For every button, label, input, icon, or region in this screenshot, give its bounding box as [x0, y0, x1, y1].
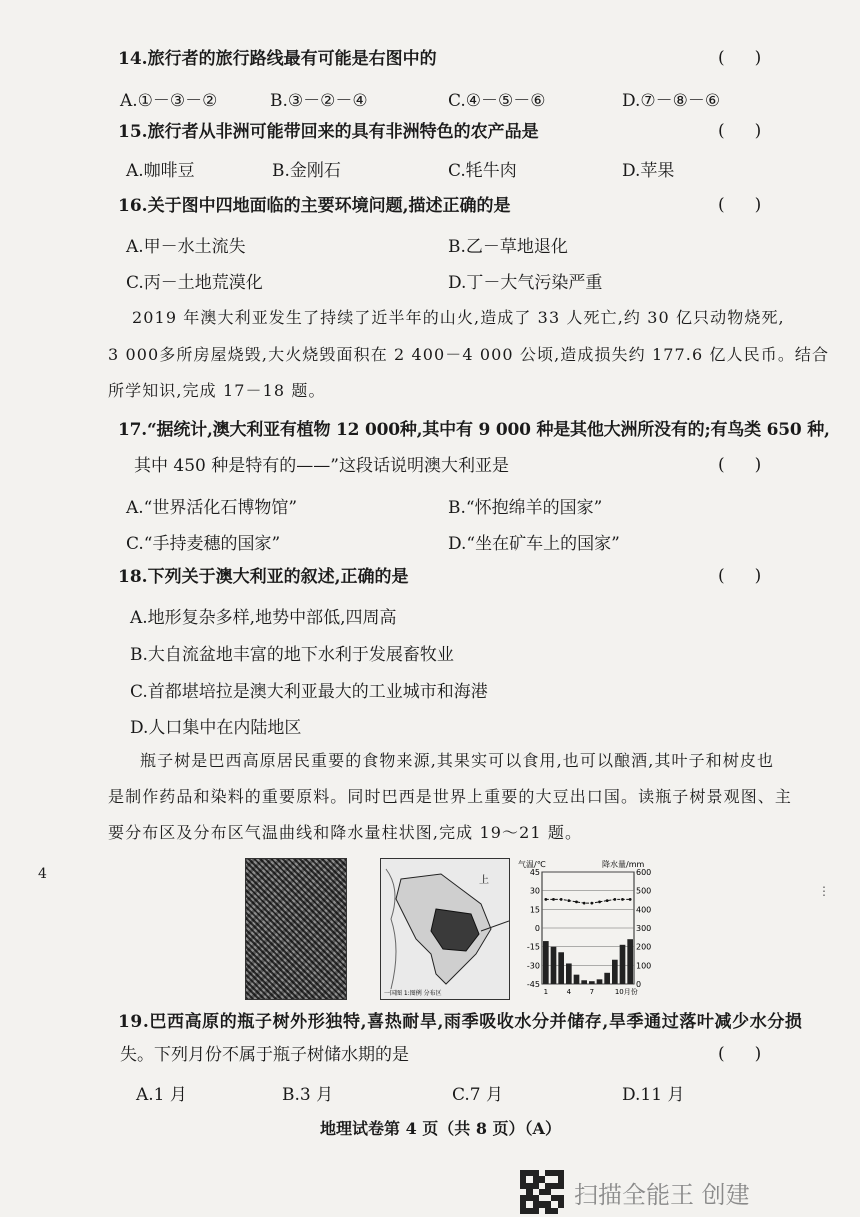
q16-option-c: C.丙－土地荒漠化: [126, 273, 263, 293]
temperature-curve: [546, 899, 630, 903]
passage1-line-2: 3 000多所房屋烧毁,大火烧毁面积在 2 400－4 000 公顷,造成损失约 177.6 亿人民币。结合: [108, 345, 830, 364]
q16-option-b: B.乙－草地退化: [448, 237, 568, 257]
precip-bar: [566, 963, 572, 984]
precip-bar: [627, 939, 633, 984]
q17-option-b: B.“怀抱绵羊的国家”: [448, 498, 603, 518]
precip-tick-label: 200: [636, 942, 652, 952]
temp-tick-label: 15: [529, 905, 540, 915]
precip-bar: [543, 941, 549, 984]
passage2-line-3: 要分布区及分布区气温曲线和降水量柱状图,完成 19～21 题。: [108, 823, 583, 842]
q14-option-c: C.④－⑤－⑥: [448, 91, 546, 111]
month-tick-label: 7: [589, 988, 595, 996]
temperature-point: [613, 898, 616, 901]
temp-axis-title: 气温/℃: [518, 860, 546, 869]
map-label: 上: [479, 875, 489, 886]
qr-code-icon: [520, 1170, 564, 1214]
margin-mark: ⋮: [818, 884, 830, 898]
month-tick-label: 4: [566, 988, 572, 996]
temp-tick-label: 30: [529, 886, 540, 896]
precip-tick-label: 400: [636, 905, 652, 915]
temperature-point: [552, 898, 555, 901]
q19-stem-line-1: 19.巴西高原的瓶子树外形独特,喜热耐旱,雨季吸收水分并储存,旱季通过落叶减少水分损: [118, 1012, 803, 1032]
watermark-text: 扫描全能王 创建: [574, 1180, 750, 1209]
q17-option-d: D.“坐在矿车上的国家”: [448, 534, 620, 554]
temp-tick-label: -15: [526, 942, 540, 952]
q15-option-d: D.苹果: [622, 161, 675, 181]
q17-stem-line-2: 其中 450 种是特有的——”这段话说明澳大利亚是: [134, 456, 509, 476]
precip-tick-label: 300: [636, 924, 652, 933]
precip-tick-label: 600: [636, 868, 652, 877]
q18-option-d: D.人口集中在内陆地区: [130, 718, 302, 738]
q15-option-a: A.咖啡豆: [126, 161, 195, 181]
precip-bar: [612, 960, 618, 984]
precip-tick-label: 0: [636, 980, 642, 989]
precip-tick-label: 500: [636, 886, 652, 896]
temperature-point: [567, 899, 570, 902]
temperature-point: [606, 899, 609, 902]
q19-option-d: D.11 月: [622, 1085, 685, 1105]
q15-option-c: C.牦牛肉: [448, 161, 517, 181]
precip-bar: [620, 945, 626, 984]
precip-tick-label: 100: [636, 961, 652, 971]
q18-option-c: C.首都堪培拉是澳大利亚最大的工业城市和海港: [130, 682, 488, 702]
map-drawing: [381, 859, 509, 999]
q17-stem-line-1: 17.“据统计,澳大利亚有植物 12 000种,其中有 9 000 种是其他大洲所没有的;有鸟类 650 种,: [118, 420, 830, 440]
temp-tick-label: -30: [526, 961, 540, 971]
q18-answer-paren: (): [718, 566, 792, 586]
brazil-distribution-map: [380, 858, 510, 1000]
q14-option-d: D.⑦－⑧－⑥: [622, 91, 721, 111]
map-caption: 一国图 1:图例 分布区: [384, 990, 442, 997]
q14-option-a: A.①－③－②: [120, 91, 218, 111]
q19-option-a: A.1 月: [136, 1085, 187, 1105]
month-tick-label: 10月份: [614, 988, 638, 996]
passage1-line-1: 2019 年澳大利亚发生了持续了近半年的山火,造成了 33 人死亡,约 30 亿只动物烧死,: [132, 308, 785, 327]
temp-tick-label: 45: [529, 868, 540, 877]
passage1-line-3: 所学知识,完成 17－18 题。: [108, 381, 326, 400]
month-tick-label: 1: [543, 988, 549, 996]
q15-stem: 15.旅行者从非洲可能带回来的具有非洲特色的农产品是: [118, 122, 539, 142]
precip-axis-title: 降水量/mm: [602, 860, 645, 869]
precip-bar: [589, 981, 595, 984]
q19-stem-line-2: 失。下列月份不属于瓶子树储水期的是: [120, 1045, 409, 1065]
precip-bar: [581, 980, 587, 984]
q18-stem: 18.下列关于澳大利亚的叙述,正确的是: [118, 567, 409, 587]
temperature-point: [575, 900, 578, 903]
q14-answer-paren: (): [718, 48, 792, 68]
q19-answer-paren: (): [718, 1044, 792, 1064]
q16-answer-paren: (): [718, 195, 792, 215]
precip-bar: [558, 952, 564, 984]
q14-option-b: B.③－②－④: [270, 91, 368, 111]
temperature-point: [621, 898, 624, 901]
precip-bar: [597, 979, 603, 984]
precip-bar: [604, 973, 610, 984]
temperature-point: [598, 900, 601, 903]
q16-option-d: D.丁－大气污染严重: [448, 273, 603, 293]
climate-chart: [516, 858, 660, 998]
temp-tick-label: 0: [534, 924, 540, 933]
q17-option-c: C.“手持麦穗的国家”: [126, 534, 281, 554]
margin-page-number: 4: [38, 866, 47, 882]
climate-chart-svg: [516, 858, 660, 998]
q17-option-a: A.“世界活化石博物馆”: [126, 498, 298, 518]
temperature-point: [629, 898, 632, 901]
q15-option-b: B.金刚石: [272, 161, 341, 181]
temperature-point: [583, 902, 586, 905]
scanner-watermark: [520, 1170, 750, 1214]
bottle-tree-photo: [245, 858, 347, 1000]
temp-tick-label: -45: [526, 980, 540, 989]
temperature-point: [560, 898, 563, 901]
passage2-line-1: 瓶子树是巴西高原居民重要的食物来源,其果实可以食用,也可以酿酒,其叶子和树皮也: [140, 751, 775, 770]
q18-option-b: B.大自流盆地丰富的地下水利于发展畜牧业: [130, 645, 454, 665]
precip-bar: [551, 947, 557, 984]
page-footer: 地理试卷第 4 页（共 8 页）（A）: [320, 1119, 561, 1138]
temperature-point: [544, 898, 547, 901]
passage2-line-2: 是制作药品和染料的重要原料。同时巴西是世界上重要的大豆出口国。读瓶子树景观图、主: [108, 787, 793, 806]
precip-bar: [574, 975, 580, 984]
q19-option-b: B.3 月: [282, 1085, 334, 1105]
q17-answer-paren: (): [718, 455, 792, 475]
q14-stem: 14.旅行者的旅行路线最有可能是右图中的: [118, 49, 437, 69]
q16-option-a: A.甲－水土流失: [126, 237, 246, 257]
q16-stem: 16.关于图中四地面临的主要环境问题,描述正确的是: [118, 196, 511, 216]
q19-option-c: C.7 月: [452, 1085, 504, 1105]
temperature-point: [590, 902, 593, 905]
q15-answer-paren: (): [718, 121, 792, 141]
q18-option-a: A.地形复杂多样,地势中部低,四周高: [130, 608, 397, 628]
